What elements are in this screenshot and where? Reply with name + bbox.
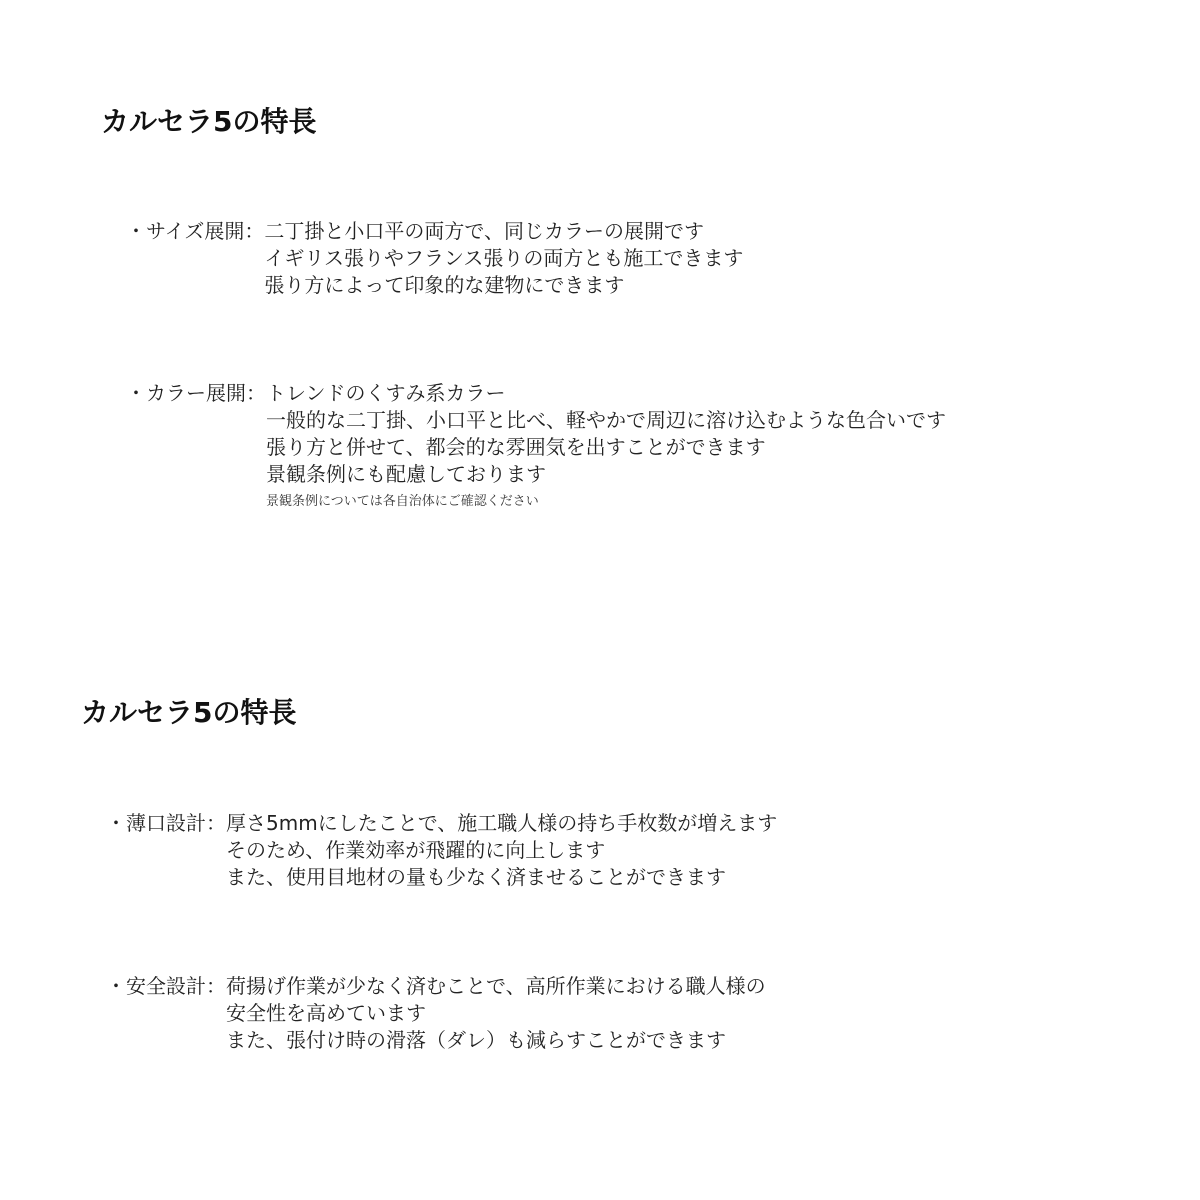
- feature-description: [226, 810, 777, 891]
- feature-line: 厚さ5mmにしたことで、施工職人様の持ち手枚数が増えます: [226, 811, 778, 835]
- feature-line: 張り方によって印象的な建物にできます: [264, 273, 625, 297]
- feature-line: 安全性を高めています: [226, 1001, 426, 1025]
- feature-line: トレンドのくすみ系カラー: [266, 381, 506, 405]
- section1-title: カルセラ5の特長: [101, 105, 317, 138]
- feature-line: 張り方と併せて、都会的な雰囲気を出すことができます: [266, 435, 766, 459]
- section2-title: カルセラ5の特長: [81, 696, 297, 729]
- feature-line: 一般的な二丁掛、小口平と比べ、軽やかで周辺に溶け込むような色合いです: [266, 408, 946, 432]
- feature-line: イギリス張りやフランス張りの両方とも施工できます: [264, 246, 744, 270]
- feature-size-range: [126, 218, 743, 299]
- feature-line: また、使用目地材の量も少なく済ませることができます: [226, 865, 726, 889]
- feature-line: 荷揚げ作業が少なく済むことで、高所作業における職人様の: [226, 974, 766, 998]
- footnote: 景観条例については各自治体にご確認ください: [266, 494, 539, 509]
- feature-description: [264, 218, 743, 299]
- feature-line: そのため、作業効率が飛躍的に向上します: [226, 838, 606, 862]
- feature-safety-design: [106, 973, 766, 1054]
- feature-label: ・薄口設計：: [106, 811, 226, 835]
- feature-line: また、張付け時の滑落（ダレ）も減らすことができます: [226, 1028, 726, 1052]
- feature-label: ・カラー展開：: [126, 381, 266, 405]
- feature-description: [266, 380, 946, 512]
- feature-line: 二丁掛と小口平の両方で、同じカラーの展開です: [264, 219, 705, 243]
- feature-thin-design: [106, 810, 777, 891]
- feature-label: ・安全設計：: [106, 974, 226, 998]
- feature-description: [226, 973, 766, 1054]
- feature-label: ・サイズ展開：: [126, 219, 265, 243]
- feature-color-range: [126, 380, 946, 512]
- feature-line: 景観条例にも配慮しております: [266, 462, 546, 486]
